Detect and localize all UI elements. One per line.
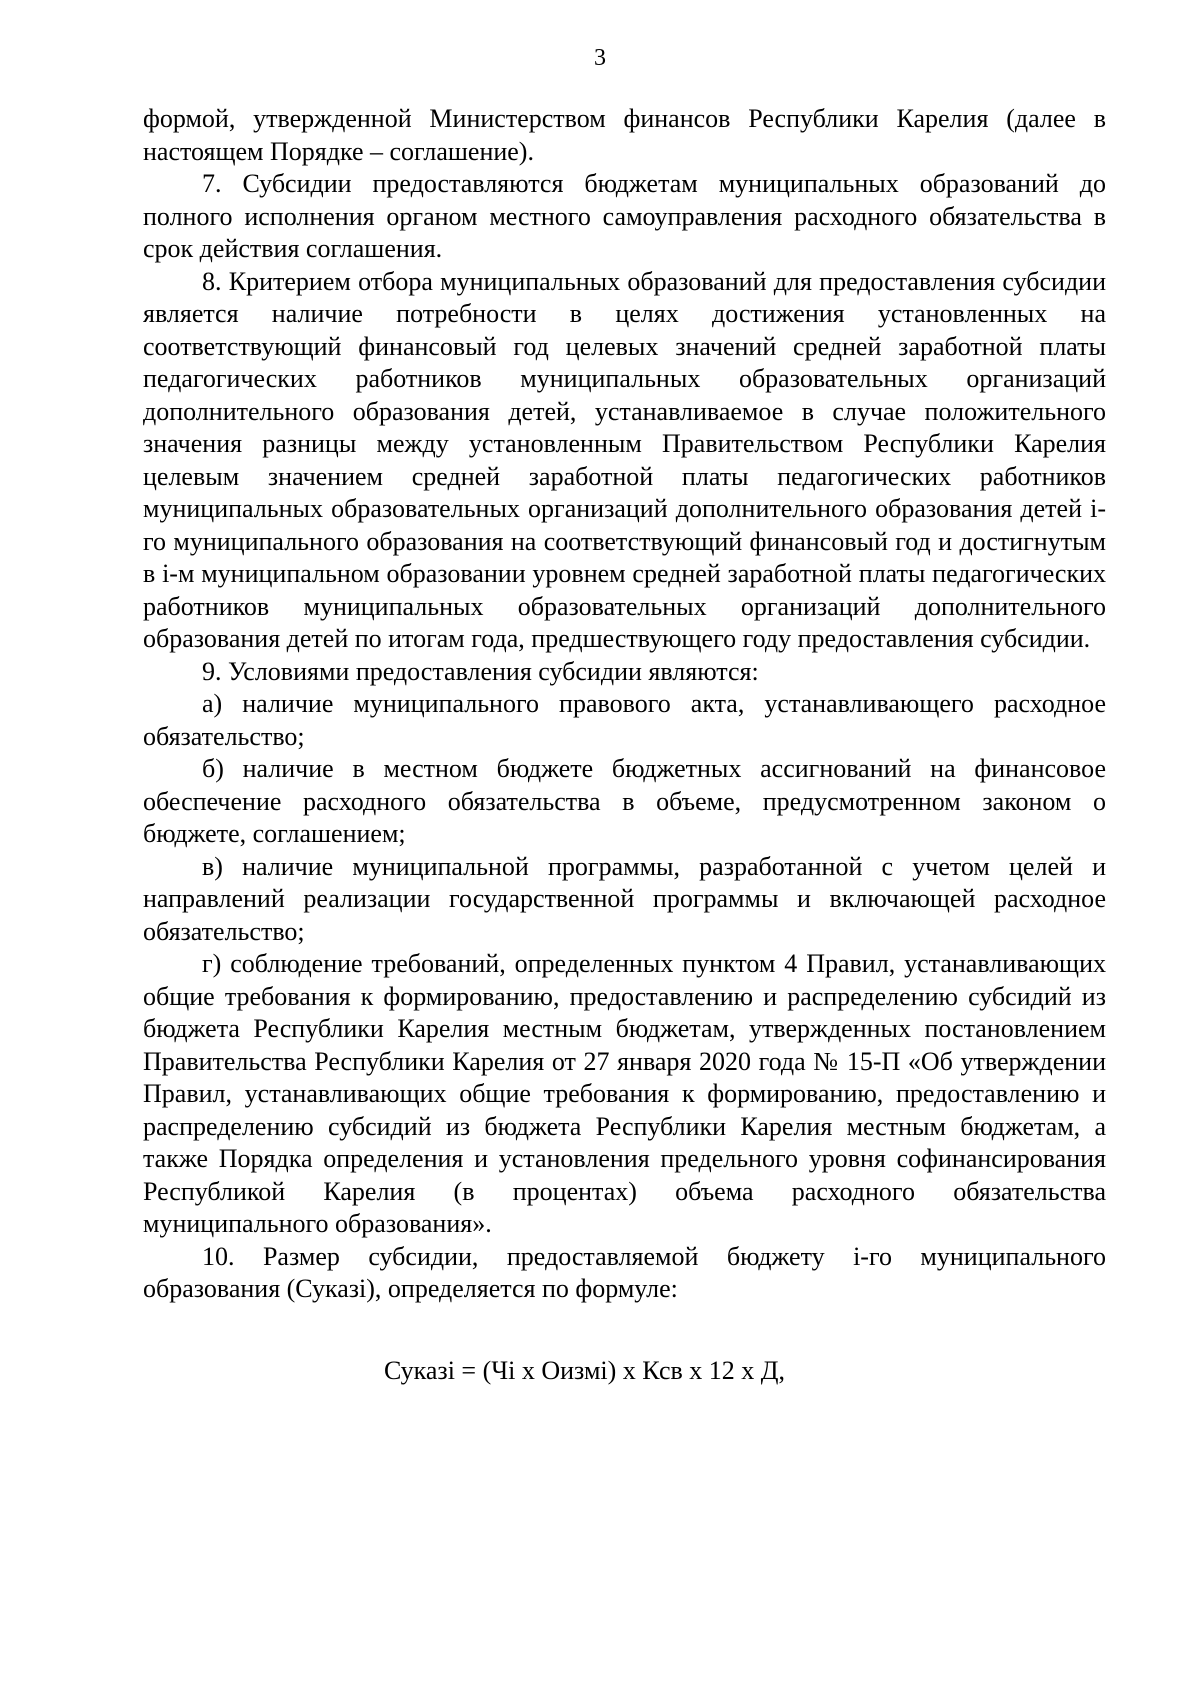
paragraph-continuation: формой, утвержденной Министерством финансов Республики Карелия (далее в настоящем Порядке – соглашение).	[143, 104, 1106, 166]
paragraph-item-10: 10. Размер субсидии, предоставляемой бюджету i-го муниципального образования (Суказі), определяется по формуле:	[143, 1241, 1106, 1303]
paragraph-item-9g: г) соблюдение требований, определенных пунктом 4 Правил, устанавливающих общие требования к формированию, предоставлению и распределению субсидий из бюджета Республики Карелия местным бюджетам, утвержденных постановлением Правительства Республики Карелия от 27 января 2020 года № 15-П «Об утверждении Правил, устанавливающих общие требования к формированию, предоставлению и распределению субсидий из бюджета Республики Карелия местным бюджетам, а также Порядка определения и установления предельного уровня софинансирования Республикой Карелия (в процентах) объема расходного обязательства муниципального образования».	[143, 949, 1106, 1238]
paragraph-item-9v: в) наличие муниципальной программы, разработанной с учетом целей и направлений реализации государственной программы и включающей расходное обязательство;	[143, 851, 1106, 946]
document-body	[143, 103, 1106, 1387]
paragraph-item-7: 7. Субсидии предоставляются бюджетам муниципальных образований до полного исполнения органом местного самоуправления расходного обязательства в срок действия соглашения.	[143, 169, 1106, 263]
page-number: 3	[594, 45, 606, 71]
paragraph-item-8: 8. Критерием отбора муниципальных образований для предоставления субсидии является наличие потребности в целях достижения установленных на соответствующий финансовый год целевых значений средней заработной платы педагогических работников муниципальных образовательных организаций дополнительного образования детей, устанавливаемое в случае положительного значения разницы между установленным Правительством Республики Карелия целевым значением средней заработной платы педагогических работников муниципальных образовательных организаций дополнительного образования детей i-го муниципального образования на соответствующий финансовый год и достигнутым в i-м муниципальном образовании уровнем средней заработной платы педагогических работников муниципальных образовательных организаций дополнительного образования детей по итогам года, предшествующего году предоставления субсидии.	[143, 266, 1106, 653]
subsidy-formula: Суказі = (Чі х Оизмі) х Ксв х 12 х Д,	[383, 1355, 786, 1385]
paragraph-item-9: 9. Условиями предоставления субсидии являются:	[202, 656, 759, 686]
paragraph-item-9a: а) наличие муниципального правового акта, устанавливающего расходное обязательство;	[143, 689, 1106, 751]
paragraph-item-9b: б) наличие в местном бюджете бюджетных ассигнований на финансовое обеспечение расходного обязательства в объеме, предусмотренном законом о бюджете, соглашением;	[143, 754, 1106, 848]
